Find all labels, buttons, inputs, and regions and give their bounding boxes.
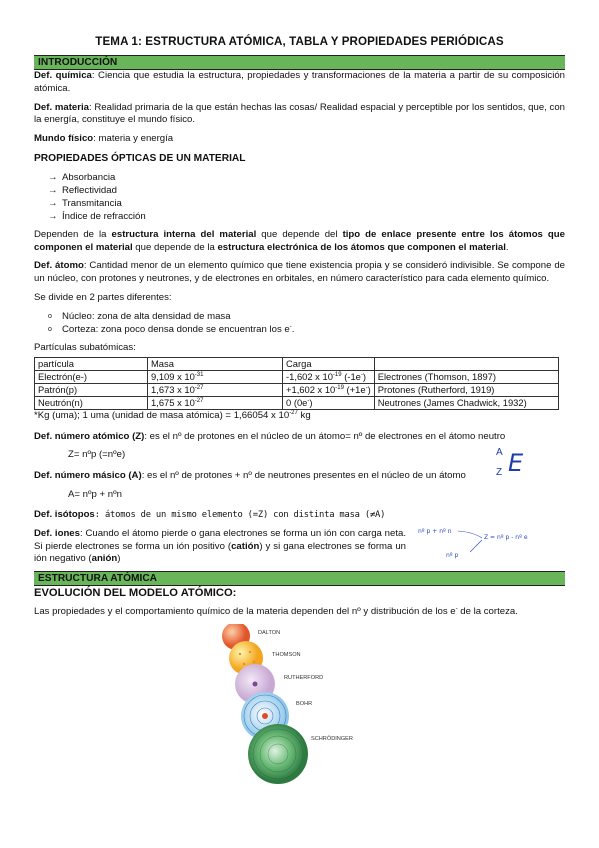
nuclide-notation	[494, 446, 544, 482]
divide-text: Se divide en 2 partes diferentes:	[34, 291, 172, 303]
element-symbol: E	[508, 448, 524, 477]
model-label-bohr: BOHR	[296, 701, 313, 708]
page-title: TEMA 1: ESTRUCTURA ATÓMICA, TABLA Y PROPIEDADES PERIÓDICAS	[95, 35, 504, 48]
table-cell: -1,602 x $10^{-19}$ (-1e-)	[283, 370, 375, 383]
handwritten-text: nº p + nº n	[418, 527, 452, 535]
table-cell: 1,675 x $10^{-27}$	[148, 396, 283, 409]
text-run: .	[291, 324, 295, 336]
def-text: : átomos de un mismo elemento (=Z) con distinta masa (≠A)	[94, 510, 386, 521]
bold-run: estructura interna del material	[111, 229, 257, 241]
def-text: : Realidad primaria de la que están hechas las cosas/ Realidad espacial y perceptible por los sentidos, que, con la energía, constituye el mundo físico.	[34, 101, 565, 126]
handwritten-text: nº p	[446, 551, 459, 559]
handwritten-arrows	[418, 526, 568, 562]
superscript: -	[289, 324, 292, 331]
def-materia	[34, 102, 565, 127]
def-term: Def. materia	[34, 101, 89, 113]
handwritten-note	[418, 526, 568, 562]
def-isotopos	[34, 509, 565, 522]
atomic-models-illustration	[34, 624, 565, 794]
def-numero-masico	[34, 470, 484, 483]
table-cell: Protones (Rutherford, 1919)	[374, 383, 558, 396]
def-term: Def. número atómico (Z)	[34, 430, 145, 442]
bold-run: tipo de enlace presente entre los átomos que componen el material	[34, 229, 565, 253]
list-item-label: Núcleo: zona de alta densidad de masa	[62, 311, 231, 323]
table-header: Masa	[148, 357, 283, 370]
section-header-introduccion: INTRODUCCIÓN	[34, 55, 565, 70]
model-label-thomson: THOMSON	[272, 652, 301, 659]
formula-a: A= nºp + nºn	[68, 488, 122, 500]
mass-number-symbol: A	[496, 446, 503, 458]
particles-label: Partículas subatómicas:	[34, 342, 136, 354]
list-item	[48, 171, 565, 184]
atomic-models-svg	[210, 624, 410, 794]
def-term: Def. número másico (A)	[34, 469, 142, 481]
parts-list	[34, 310, 565, 336]
list-item	[48, 210, 565, 223]
def-text: : es el nº de protones en el núcleo de un átomo= nº de electrones en el átomo neutro	[144, 430, 506, 442]
def-numero-atomico	[34, 431, 565, 444]
table-cell: Patrón(p)	[35, 383, 148, 396]
section-header-estructura: ESTRUCTURA ATÓMICA	[34, 571, 565, 586]
list-item-label: Reflectividad	[62, 185, 117, 197]
text-run: que depende de la	[132, 241, 218, 253]
table-note: *Kg (uma); 1 uma (unidad de masa atómica) = 1,66054 x $10^{-27}$ kg	[34, 409, 311, 421]
def-term: Def. isótopos	[34, 509, 95, 521]
bold-run: estructura electrónica de los átomos que componen el material	[217, 241, 506, 253]
list-item-label: Absorbancia	[62, 172, 116, 184]
table-row	[35, 370, 559, 383]
evolucion-heading: EVOLUCIÓN DEL MODELO ATÓMICO:	[34, 586, 237, 599]
optical-heading: PROPIEDADES ÓPTICAS DE UN MATERIAL	[34, 152, 246, 164]
list-item	[48, 184, 565, 197]
optical-list	[34, 171, 565, 223]
table-header-row	[35, 357, 559, 370]
arrow-icon: →	[48, 198, 58, 210]
def-term: Def. iones	[34, 527, 80, 539]
evolucion-text: Las propiedades y el comportamiento químico de la materia dependen del nº y distribución de los e- de la corteza.	[34, 605, 518, 617]
text-run: Dependen de la	[34, 229, 112, 241]
def-term: Mundo físico	[34, 132, 94, 144]
list-item	[48, 310, 565, 323]
arrow-icon: →	[48, 172, 58, 184]
def-quimica	[34, 70, 565, 95]
table-header: Carga	[283, 357, 375, 370]
table-cell: 1,673 x $10^{-27}$	[148, 383, 283, 396]
document-page	[34, 34, 565, 794]
table-cell: 9,109 x $10^{-31}$	[148, 370, 283, 383]
text-run: que depende del	[256, 229, 343, 241]
list-item-label: Corteza: zona poco densa donde se encuentran los e	[62, 324, 290, 336]
table-cell: +1,602 x $10^{-19}$ (+1e-)	[283, 383, 375, 396]
text-run: .	[505, 241, 509, 253]
list-item-label: Transmitancia	[62, 198, 122, 210]
table-cell: Electrón(e-)	[35, 370, 148, 383]
def-term: Def. átomo	[34, 260, 84, 272]
def-iones: Def. iones: Cuando el átomo pierde o gana electrones se forma un ión con carga neta. Si pierde electrones se forma un ión positivo (catión) y si gana electrones se forma un ión negativo (anión)	[34, 527, 407, 565]
depend-paragraph	[34, 229, 565, 254]
model-label-dalton: DALTON	[258, 630, 281, 637]
table-cell: Neutrones (James Chadwick, 1932)	[374, 396, 558, 409]
table-row	[35, 383, 559, 396]
table-header	[374, 357, 558, 370]
table-row	[35, 396, 559, 409]
model-label-schrodinger: SCHRÖDINGER	[311, 736, 353, 743]
iones-block	[34, 528, 565, 566]
atomic-number-symbol: Z	[496, 466, 503, 478]
def-text: : materia y energía	[93, 132, 174, 144]
handwritten-text: Z = nº p - nº e	[484, 533, 528, 541]
table-header: partícula	[35, 357, 148, 370]
formula-z: Z= nºp (=nºe)	[68, 449, 126, 461]
table-cell: Electrones (Thomson, 1897)	[374, 370, 558, 383]
def-text: : es el nº de protones + nº de neutrones presentes en el núcleo de un átomo	[141, 469, 466, 481]
arrow-icon: →	[48, 185, 58, 197]
arrow-icon: →	[48, 211, 58, 223]
table-cell: 0 (0e-)	[283, 396, 375, 409]
list-item	[48, 197, 565, 210]
schrodinger-sphere	[248, 724, 308, 784]
list-item-label: Índice de refracción	[62, 211, 146, 223]
model-label-rutherford: RUTHERFORD	[284, 675, 324, 682]
mundo-fisico	[34, 133, 565, 146]
table-cell: Neutrón(n)	[35, 396, 148, 409]
bullet-icon: o	[48, 313, 52, 321]
list-item	[48, 323, 565, 336]
def-text: : Cantidad menor de un elemento químico que tiene existencia propia y se consideró indivisible. Se compone de un núcleo, con protones y neutrones, y de electrones en orbitales, en número característico para cada elemento químico.	[34, 260, 566, 284]
def-term: Def. química	[34, 70, 92, 82]
def-text: : Ciencia que estudia la estructura, propiedades y transformaciones de la materia a partir de su composición atómica.	[34, 70, 565, 94]
particles-table	[34, 357, 559, 410]
bullet-icon: o	[48, 326, 52, 334]
def-atomo	[34, 260, 565, 285]
